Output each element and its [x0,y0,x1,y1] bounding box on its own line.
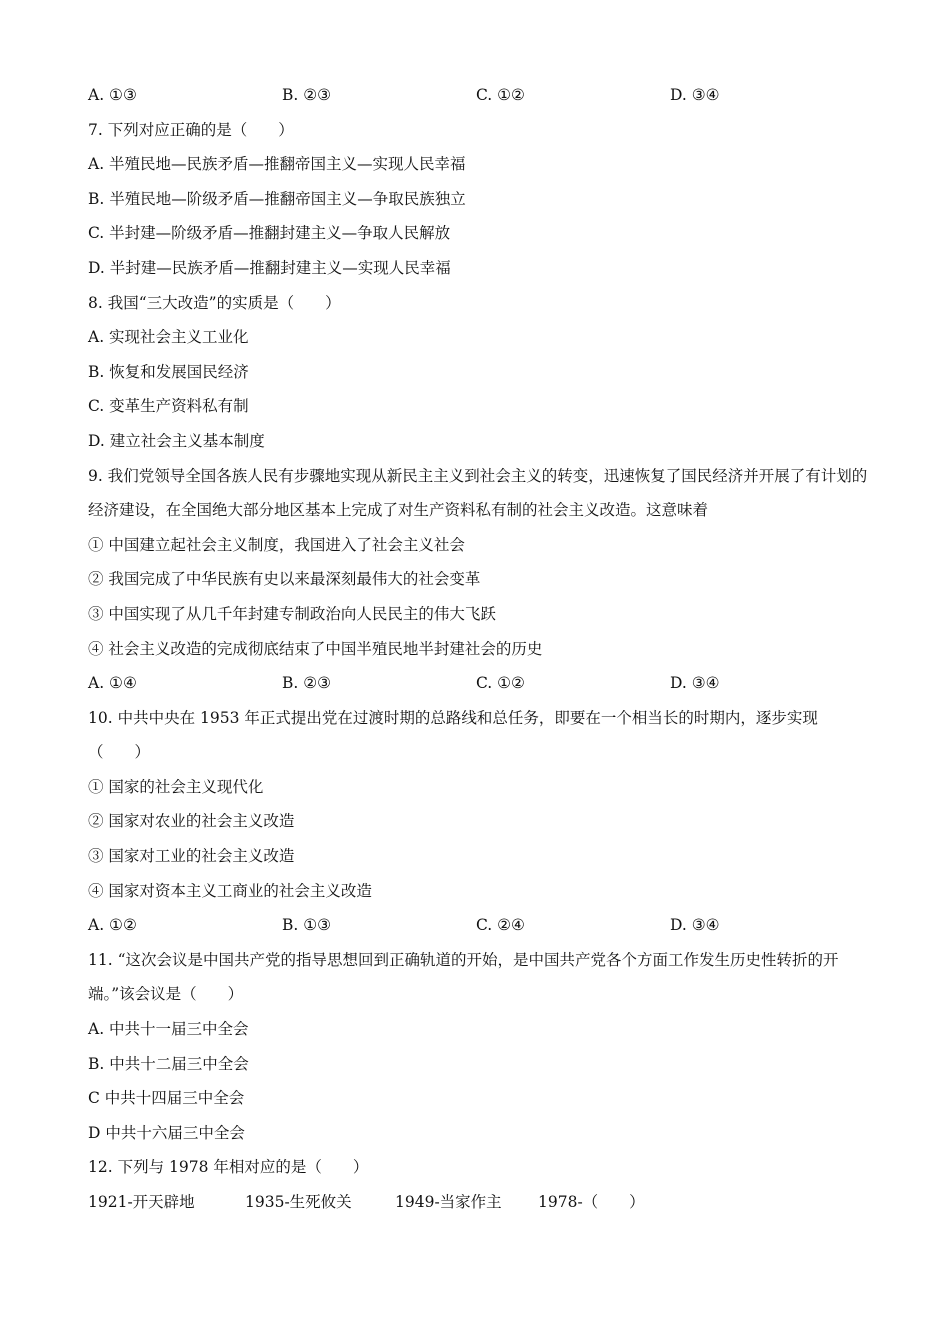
q6-option-c: C. ①② [476,86,525,104]
q9-options [88,666,868,701]
q11-option-b: B. 中共十二届三中全会 [88,1054,249,1073]
q12-timeline-1978: 1978-（ ） [538,1193,645,1211]
q7-option-c: C. 半封建—阶级矛盾—推翻封建主义—争取人民解放 [88,224,451,243]
q8-option-b: B. 恢复和发展国民经济 [88,362,249,381]
q7-option-d: D. 半封建—民族矛盾—推翻封建主义—实现人民幸福 [88,258,451,277]
q6-option-b: B. ②③ [282,86,332,104]
q6-option-d: D. ③④ [670,86,720,104]
q7-stem: 7. 下列对应正确的是（ ） [88,120,294,139]
q12-timeline [88,1185,868,1220]
q7-option-b: B. 半殖民地—阶级矛盾—推翻帝国主义—争取民族独立 [88,189,466,208]
q9-item-2: ② 我国完成了中华民族有史以来最深刻最伟大的社会变革 [88,570,481,589]
q10-option-d: D. ③④ [670,916,720,935]
q8-stem: 8. 我国“三大改造”的实质是（ ） [88,293,341,312]
q6-options [88,78,868,113]
q11-option-a: A. 中共十一届三中全会 [88,1020,249,1039]
q9-option-b: B. ②③ [282,674,332,693]
q11-stem: 11. “这次会议是中国共产党的指导思想回到正确轨道的开始，是中国共产党各个方面工作发生历史性转折的开端。”该会议是（ ） [88,950,839,1004]
q12-timeline-1935: 1935-生死攸关 [245,1193,352,1211]
q10-option-b: B. ①③ [282,916,332,935]
q10-item-2: ② 国家对农业的社会主义改造 [88,812,295,831]
q10-stem: 10. 中共中央在 1953 年正式提出党在过渡时期的总路线和总任务，即要在一个相当长的时期内，逐步实现（ ） [88,708,818,762]
q9-item-1: ① 中国建立起社会主义制度，我国进入了社会主义社会 [88,535,465,554]
q10-options [88,908,868,943]
q11-option-d: D 中共十六届三中全会 [88,1123,245,1142]
q12-stem: 12. 下列与 1978 年相对应的是（ ） [88,1158,369,1177]
q8-option-a: A. 实现社会主义工业化 [88,328,249,347]
q10-item-1: ① 国家的社会主义现代化 [88,777,264,796]
q7-option-a: A. 半殖民地—民族矛盾—推翻帝国主义—实现人民幸福 [88,155,466,174]
q11-option-c: C 中共十四届三中全会 [88,1089,245,1108]
q9-stem: 9. 我们党领导全国各族人民有步骤地实现从新民主主义到社会主义的转变，迅速恢复了国民经济并开展了有计划的经济建设，在全国绝大部分地区基本上完成了对生产资料私有制的社会主义改造。这意味着 [88,466,868,520]
exam-page [88,78,868,1220]
q8-option-c: C. 变革生产资料私有制 [88,397,249,416]
q10-option-a: A. ①② [88,916,137,935]
q9-option-d: D. ③④ [670,674,720,693]
q10-option-c: C. ②④ [476,916,525,935]
q9-item-4: ④ 社会主义改造的完成彻底结束了中国半殖民地半封建社会的历史 [88,639,543,658]
q10-item-4: ④ 国家对资本主义工商业的社会主义改造 [88,881,372,900]
q9-option-c: C. ①② [476,674,525,693]
q12-timeline-1921: 1921-开天辟地 [88,1193,195,1211]
q9-item-3: ③ 中国实现了从几千年封建专制政治向人民民主的伟大飞跃 [88,604,496,623]
q10-item-3: ③ 国家对工业的社会主义改造 [88,847,295,866]
q9-option-a: A. ①④ [88,674,137,693]
q8-option-d: D. 建立社会主义基本制度 [88,431,265,450]
q6-option-a: A. ①③ [88,86,137,104]
q12-timeline-1949: 1949-当家作主 [395,1193,502,1211]
